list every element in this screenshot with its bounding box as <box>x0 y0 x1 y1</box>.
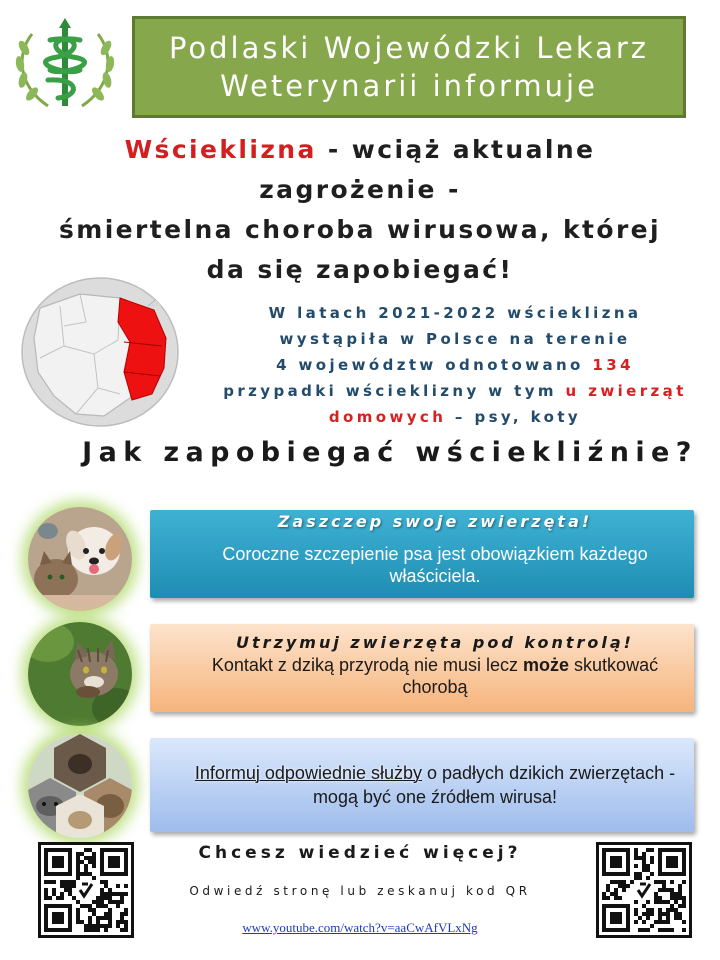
header-line-1: Podlaski Wojewódzki Lekarz <box>168 31 650 65</box>
header-line-2: Weterynarii informuje <box>220 69 598 103</box>
prevention-heading: Jak zapobiegać wściekliźnie? <box>82 437 698 468</box>
caduceus-logo-icon <box>10 14 120 116</box>
tip-report-services <box>150 738 694 832</box>
tip-report-text-rest: o padłych dzikich zwierzętach - mogą być one źródłem wirusa! <box>312 763 676 807</box>
qr-code-icon <box>44 848 128 932</box>
cat-wildlife-photo-circle <box>28 622 132 726</box>
qr-code-left[interactable] <box>38 842 134 938</box>
tip-control-text-pre: Kontakt z dziką przyrodą nie musi lecz <box>211 654 524 675</box>
stats-line-4-highlight: u zwierząt <box>565 382 687 400</box>
stats-line-3-text: 4 województw odnotowano <box>276 356 593 374</box>
tip-control-text-post: skutkować chorobą <box>402 654 659 697</box>
visit-instruction: Odwiedź stronę lub zeskanuj kod QR <box>189 884 531 898</box>
tip-report-text <box>190 761 680 809</box>
wild-animals-photo-circle <box>28 734 132 838</box>
title-line-3: śmiertelna choroba wirusowa, której <box>58 215 662 244</box>
header-banner <box>132 16 686 118</box>
title-line-1 <box>0 130 720 170</box>
pets-photo-circle <box>28 507 132 611</box>
title-line-2: zagrożenie - <box>259 175 461 204</box>
tip-vaccinate-text: Coroczne szczepienie psa jest obowiązkiem każdego właściciela. <box>222 543 648 586</box>
title-line-1-rest: - wciąż aktualne <box>316 135 596 164</box>
youtube-link[interactable]: www.youtube.com/watch?v=aaCwAfVLxNg <box>242 920 478 935</box>
dog-cat-photo-icon <box>28 507 132 611</box>
tip-control-text-bold: może <box>523 654 570 675</box>
stats-line-5 <box>190 404 720 430</box>
tip-vaccinate-heading: Zaszczep swoje zwierzęta! <box>277 511 593 531</box>
learn-more-heading: Chcesz wiedzieć więcej? <box>198 843 522 863</box>
stats-line-4-text: przypadki wścieklizny w tym <box>223 382 566 400</box>
poland-map-icon <box>20 276 180 428</box>
tip-report-highlight: Informuj odpowiednie służby <box>194 763 423 783</box>
stats-line-4 <box>190 378 720 404</box>
stats-case-count: 134 <box>592 356 634 374</box>
stats-line-5-highlight: domowych <box>328 408 447 426</box>
tip-control-heading: Utrzymuj zwierzęta pod kontrolą! <box>236 632 634 652</box>
wild-animals-collage-icon <box>28 734 132 838</box>
tip-vaccinate <box>150 510 694 598</box>
tip-control-animals <box>150 624 694 712</box>
title-red-word: Wścieklizna <box>124 135 317 164</box>
qr-code-icon <box>602 848 686 932</box>
cat-with-prey-photo-icon <box>28 622 132 726</box>
stats-line-3 <box>190 352 720 378</box>
qr-code-right[interactable] <box>596 842 692 938</box>
main-title <box>0 130 720 290</box>
stats-paragraph <box>190 300 720 430</box>
stats-line-1: W latach 2021-2022 wścieklizna <box>268 304 642 322</box>
stats-line-5-text: – psy, koty <box>446 408 582 426</box>
stats-line-2: wystąpiła w Polsce na terenie <box>279 330 631 348</box>
tip-control-text <box>190 654 680 698</box>
title-line-4: da się zapobiegać! <box>206 255 514 284</box>
